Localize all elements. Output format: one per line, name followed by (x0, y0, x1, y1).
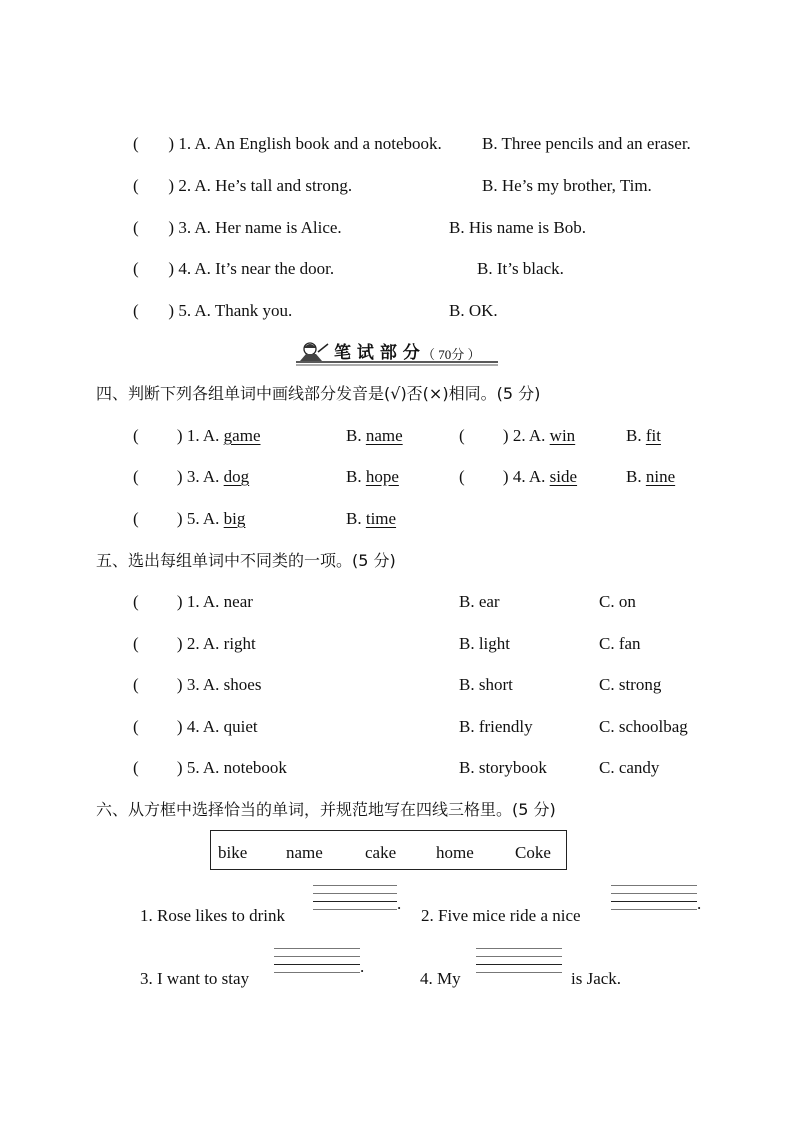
banner-score: （ 70分 ） (422, 347, 481, 362)
option-b (346, 509, 396, 529)
item-number: 5. (186, 509, 200, 528)
item-number: 3. (186, 675, 200, 694)
option-a-word: win (549, 426, 576, 445)
option-c: C. strong (599, 675, 662, 694)
item-number: 1. (186, 426, 200, 445)
sentence-end: is Jack. (571, 969, 622, 988)
item-number: 1. (186, 592, 200, 611)
answer-bracket[interactable]: ( ) (133, 467, 183, 486)
option-c: C. fan (599, 634, 641, 653)
option-b: B. His name is Bob. (449, 218, 586, 237)
section-title: 五、选出每组单词中不同类的一项。(5 分) (96, 551, 396, 570)
answer-bracket[interactable]: ( ) (133, 426, 183, 445)
answer-bracket[interactable]: ( ) (133, 509, 183, 528)
answer-bracket[interactable]: ( ) (133, 717, 183, 736)
item-number: 2. (186, 634, 200, 653)
option-b: B. It’s black. (477, 259, 564, 278)
item-number: 3. (178, 218, 192, 237)
answer-bracket[interactable]: ( ) (133, 301, 175, 320)
item-number: 5. (178, 301, 192, 320)
sentence-end: . (697, 894, 702, 913)
answer-bracket[interactable]: ( ) (133, 592, 183, 611)
four-line-grid[interactable] (313, 885, 397, 911)
four-line-grid[interactable] (476, 948, 562, 974)
option-a-word: side (549, 467, 578, 486)
list-item (133, 176, 352, 196)
option-b: B. storybook (459, 758, 547, 777)
item-number: 4. (512, 467, 526, 486)
option-b-label: B. (346, 467, 366, 486)
answer-bracket[interactable]: ( ) (133, 176, 175, 195)
item-number: 1. (178, 134, 192, 153)
option-b: B. friendly (459, 717, 533, 736)
item-number: 5. (186, 758, 200, 777)
option-b-label: B. (346, 426, 366, 445)
list-item (133, 675, 261, 695)
sentence-text: 1. Rose likes to drink (140, 906, 285, 925)
word-bank-item: cake (365, 843, 397, 862)
answer-bracket[interactable]: ( ) (133, 259, 175, 278)
answer-bracket[interactable]: ( ) (133, 134, 175, 153)
option-a: A. An English book and a notebook. (194, 134, 442, 153)
option-b-label: B. (626, 467, 646, 486)
list-item (133, 509, 245, 529)
word-bank-item: Coke (515, 843, 551, 862)
word-bank-box (210, 830, 567, 870)
list-item (133, 134, 442, 154)
list-item (133, 301, 292, 321)
list-item (133, 592, 253, 612)
option-a-word: big (223, 509, 246, 528)
option-a-word: game (223, 426, 261, 445)
option-a: A. right (202, 634, 256, 653)
option-b-word: nine (645, 467, 676, 486)
option-a: A. shoes (202, 675, 262, 694)
option-b: B. He’s my brother, Tim. (482, 176, 652, 195)
list-item (133, 758, 287, 778)
answer-bracket[interactable]: ( ) (133, 675, 183, 694)
option-c: C. on (599, 592, 636, 611)
option-a: A. He’s tall and strong. (194, 176, 353, 195)
option-b: B. light (459, 634, 511, 653)
section-banner (292, 340, 504, 368)
option-b (626, 467, 675, 487)
option-b: B. Three pencils and an eraser. (482, 134, 691, 153)
four-line-grid[interactable] (274, 948, 360, 974)
list-item (133, 259, 334, 279)
option-a-label: A. (202, 467, 224, 486)
sentence-text: 3. I want to stay (140, 969, 250, 988)
banner-title: 笔 试 部 分 (334, 343, 420, 363)
option-c: C. schoolbag (599, 717, 688, 736)
list-item (133, 467, 249, 487)
word-bank-item: name (286, 843, 323, 862)
option-a-label: A. (202, 509, 224, 528)
word-bank-item: bike (218, 843, 248, 862)
option-a-label: A. (528, 426, 550, 445)
option-b (346, 426, 403, 446)
list-item (133, 717, 258, 737)
section-title: 四、判断下列各组单词中画线部分发音是(√)否(×)相同。(5 分) (96, 384, 541, 403)
option-b (346, 467, 399, 487)
list-item (133, 426, 261, 446)
sentence-text: 4. My (420, 969, 461, 988)
option-b-word: time (365, 509, 397, 528)
option-b-label: B. (346, 509, 366, 528)
four-line-grid[interactable] (611, 885, 697, 911)
sentence-end: . (360, 957, 365, 976)
word-bank-item: home (436, 843, 474, 862)
option-c: C. candy (599, 758, 660, 777)
answer-bracket[interactable]: ( ) (133, 634, 183, 653)
section-title: 六、从方框中选择恰当的单词，并规范地写在四线三格里。(5 分) (96, 800, 556, 819)
answer-bracket[interactable]: ( ) (133, 218, 175, 237)
option-a: A. notebook (202, 758, 287, 777)
option-b-label: B. (626, 426, 646, 445)
answer-bracket[interactable]: ( ) (459, 426, 509, 445)
option-a-label: A. (528, 467, 550, 486)
sentence-text: 2. Five mice ride a nice (421, 906, 581, 925)
list-item (459, 467, 577, 487)
option-b (626, 426, 661, 446)
item-number: 4. (178, 259, 192, 278)
option-a: A. It’s near the door. (194, 259, 335, 278)
item-number: 4. (186, 717, 200, 736)
option-b-word: fit (645, 426, 661, 445)
option-b-word: hope (365, 467, 399, 486)
item-number: 3. (186, 467, 200, 486)
answer-bracket[interactable]: ( ) (459, 467, 509, 486)
option-a: A. Her name is Alice. (194, 218, 342, 237)
option-b: B. short (459, 675, 513, 694)
option-a: A. quiet (202, 717, 258, 736)
option-a: A. Thank you. (194, 301, 293, 320)
list-item (133, 218, 342, 238)
option-a-word: dog (223, 467, 250, 486)
list-item (459, 426, 575, 446)
option-a: A. near (202, 592, 253, 611)
option-b: B. ear (459, 592, 500, 611)
sentence-end: . (397, 894, 402, 913)
option-b: B. OK. (449, 301, 498, 320)
item-number: 2. (178, 176, 192, 195)
option-a-label: A. (202, 426, 224, 445)
item-number: 2. (512, 426, 526, 445)
option-b-word: name (365, 426, 403, 445)
list-item (133, 634, 256, 654)
answer-bracket[interactable]: ( ) (133, 758, 183, 777)
